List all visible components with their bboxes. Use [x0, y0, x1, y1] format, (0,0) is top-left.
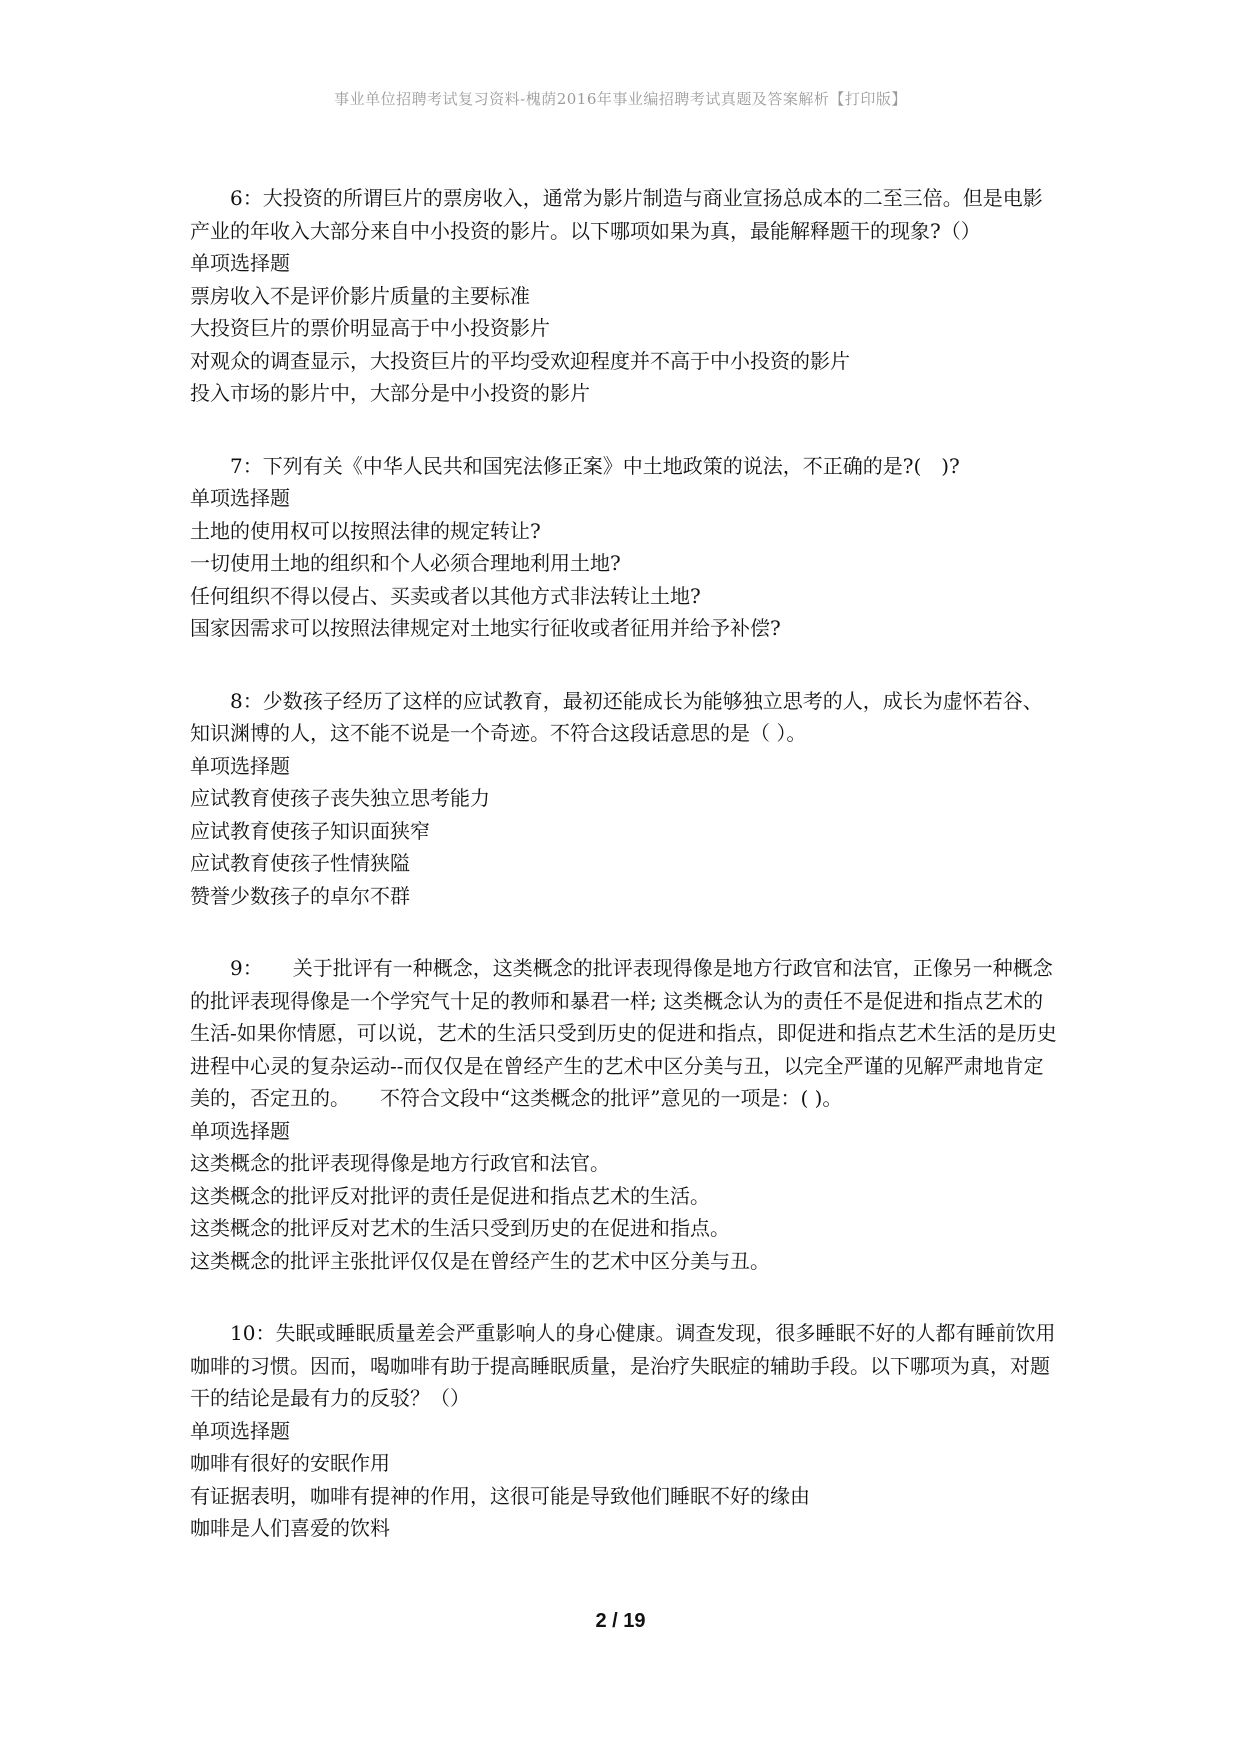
- question-type: 单项选择题: [190, 1118, 290, 1143]
- option-d: 这类概念的批评主张批评仅仅是在曾经产生的艺术中区分美与丑。: [190, 1248, 770, 1273]
- option-c: 这类概念的批评反对艺术的生活只受到历史的在促进和指点。: [190, 1216, 730, 1240]
- option-a: 应试教育使孩子丧失独立思考能力: [190, 786, 490, 810]
- question-type: 单项选择题: [190, 251, 290, 275]
- question-type: 单项选择题: [190, 486, 290, 510]
- option-c: 对观众的调查显示，大投资巨片的平均受欢迎程度并不高于中小投资的影片: [190, 348, 850, 373]
- option-a: 这类概念的批评表现得像是地方行政官和法官。: [190, 1151, 610, 1175]
- option-b: 一切使用土地的组织和个人必须合理地利用土地?: [190, 551, 621, 575]
- option-b: 应试教育使孩子知识面狭窄: [190, 818, 430, 843]
- option-a: 咖啡有很好的安眠作用: [190, 1451, 390, 1475]
- page-header: 事业单位招聘考试复习资料-槐荫2016年事业编招聘考试真题及答案解析【打印版】: [334, 90, 907, 108]
- question-7: [190, 450, 1060, 645]
- option-a: 票房收入不是评价影片质量的主要标准: [190, 283, 530, 308]
- option-c: 任何组织不得以侵占、买卖或者以其他方式非法转让土地?: [190, 583, 701, 608]
- question-8: [190, 685, 1060, 913]
- option-b: 这类概念的批评反对批评的责任是促进和指点艺术的生活。: [190, 1183, 710, 1208]
- page-number: 2 / 19: [595, 1610, 646, 1632]
- question-6: [190, 182, 1060, 410]
- option-a: 土地的使用权可以按照法律的规定转让?: [190, 518, 541, 543]
- question-type: 单项选择题: [190, 1418, 290, 1443]
- option-c: 咖啡是人们喜爱的饮料: [190, 1516, 390, 1540]
- option-b: 有证据表明，咖啡有提神的作用，这很可能是导致他们睡眠不好的缘由: [190, 1483, 810, 1508]
- document-body: [190, 182, 1060, 1585]
- option-c: 应试教育使孩子性情狭隘: [190, 851, 410, 875]
- option-d: 投入市场的影片中，大部分是中小投资的影片: [190, 381, 590, 405]
- question-stem: 6：大投资的所谓巨片的票房收入，通常为影片制造与商业宣扬总成本的二至三倍。但是电影产业的年收入大部分来自中小投资的影片。以下哪项如果为真，最能解释题干的现象?（）: [190, 186, 1043, 243]
- option-b: 大投资巨片的票价明显高于中小投资影片: [190, 316, 550, 340]
- question-stem: 8：少数孩子经历了这样的应试教育，最初还能成长为能够独立思考的人，成长为虚怀若谷、知识渊博的人，这不能不说是一个奇迹。不符合这段话意思的是（ ）。: [190, 688, 1043, 745]
- question-stem: 7：下列有关《中华人民共和国宪法修正案》中土地政策的说法，不正确的是?( )?: [230, 453, 960, 478]
- question-stem: 9： 关于批评有一种概念，这类概念的批评表现得像是地方行政官和法官，正像另一种概念的批评表现得像是一个学究气十足的教师和暴君一样; 这类概念认为的责任不是促进和指点艺术的生活-如果你情愿，可以说，艺术的生活只受到历史的促进和指点，即促进和指点艺术生活的是历史进程中心灵的复杂运动--而仅仅是在曾经产生的艺术中区分美与丑，以完全严谨的见解严肃地肯定美的，否定丑的。 不符合文段中“这类概念的批评”意见的一项是：( )。: [190, 956, 1057, 1110]
- question-stem: 10：失眠或睡眠质量差会严重影响人的身心健康。调查发现，很多睡眠不好的人都有睡前饮用咖啡的习惯。因而，喝咖啡有助于提高睡眠质量，是治疗失眠症的辅助手段。以下哪项为真，对题干的结论是最有力的反驳？（）: [190, 1321, 1056, 1410]
- question-type: 单项选择题: [190, 753, 290, 778]
- option-d: 赞誉少数孩子的卓尔不群: [190, 883, 410, 908]
- question-10: [190, 1317, 1060, 1545]
- question-9: [190, 952, 1060, 1277]
- option-d: 国家因需求可以按照法律规定对土地实行征收或者征用并给予补偿?: [190, 616, 781, 640]
